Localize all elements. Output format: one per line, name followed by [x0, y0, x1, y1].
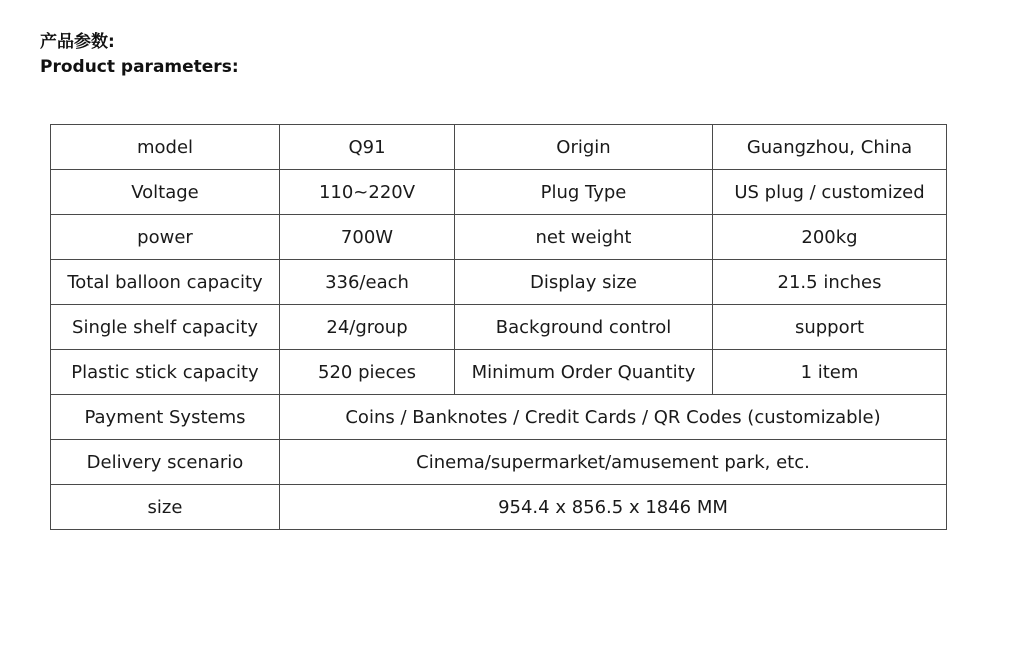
param-value: support: [713, 305, 947, 350]
param-value: 110~220V: [280, 170, 455, 215]
param-label: size: [51, 485, 280, 530]
param-label: Plug Type: [455, 170, 713, 215]
param-label: Minimum Order Quantity: [455, 350, 713, 395]
param-value: 520 pieces: [280, 350, 455, 395]
param-label: Background control: [455, 305, 713, 350]
param-label: power: [51, 215, 280, 260]
param-label: Origin: [455, 125, 713, 170]
param-value: 200kg: [713, 215, 947, 260]
table-row: [51, 395, 947, 440]
table-row: [51, 440, 947, 485]
param-value: US plug / customized: [713, 170, 947, 215]
param-label: Single shelf capacity: [51, 305, 280, 350]
param-label: model: [51, 125, 280, 170]
param-value: 24/group: [280, 305, 455, 350]
param-label: Payment Systems: [51, 395, 280, 440]
param-label: net weight: [455, 215, 713, 260]
param-value-wide: Coins / Banknotes / Credit Cards / QR Codes (customizable): [280, 395, 947, 440]
param-value: 700W: [280, 215, 455, 260]
param-value: 1 item: [713, 350, 947, 395]
param-value: 21.5 inches: [713, 260, 947, 305]
table-row: [51, 125, 947, 170]
table-row: [51, 305, 947, 350]
table-row: [51, 485, 947, 530]
param-value-wide: Cinema/supermarket/amusement park, etc.: [280, 440, 947, 485]
param-value: Guangzhou, China: [713, 125, 947, 170]
heading-chinese: 产品参数:: [40, 32, 115, 52]
param-label: Plastic stick capacity: [51, 350, 280, 395]
param-label: Voltage: [51, 170, 280, 215]
table-row: [51, 350, 947, 395]
param-value: 336/each: [280, 260, 455, 305]
table-row: [51, 215, 947, 260]
param-label: Display size: [455, 260, 713, 305]
param-label: Delivery scenario: [51, 440, 280, 485]
heading-english: Product parameters:: [40, 57, 239, 77]
param-value-wide: 954.4 x 856.5 x 1846 MM: [280, 485, 947, 530]
table-row: [51, 260, 947, 305]
product-parameters-table: [50, 124, 947, 530]
page-heading: [40, 30, 239, 80]
table-row: [51, 170, 947, 215]
param-label: Total balloon capacity: [51, 260, 280, 305]
param-value: Q91: [280, 125, 455, 170]
